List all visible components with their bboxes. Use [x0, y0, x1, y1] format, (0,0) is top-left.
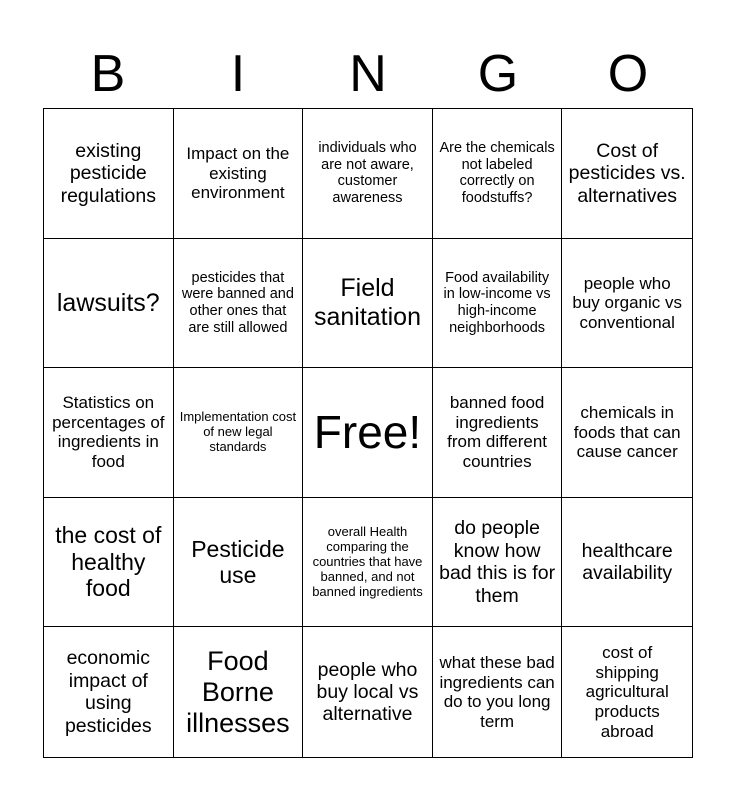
free-cell[interactable] [303, 368, 433, 498]
cell-text: Statistics on percentages of ingredients in food [52, 393, 165, 472]
free-cell-text: Free! [313, 406, 422, 459]
cell-text: Field sanitation [313, 274, 421, 331]
bingo-cell[interactable] [44, 627, 174, 757]
header-letter-n: N [349, 45, 387, 103]
bingo-cell[interactable] [303, 239, 433, 369]
bingo-cell[interactable] [44, 368, 174, 498]
bingo-cell[interactable] [433, 239, 563, 369]
cell-text: lawsuits? [56, 288, 160, 317]
cell-text: Food availability in low-income vs high-income neighborhoods [443, 269, 551, 336]
bingo-cell[interactable] [174, 627, 304, 757]
cell-text: Implementation cost of new legal standards [179, 409, 297, 454]
bingo-cell[interactable] [44, 498, 174, 628]
cell-text: Cost of pesticides vs. alternatives [568, 139, 686, 207]
bingo-cell[interactable] [303, 498, 433, 628]
bingo-cell[interactable] [174, 239, 304, 369]
cell-text: Food Borne illnesses [186, 645, 290, 738]
cell-text: economic impact of using pesticides [64, 647, 152, 737]
bingo-cell[interactable] [562, 368, 692, 498]
header-letter-b: B [90, 45, 126, 103]
bingo-cell[interactable] [433, 498, 563, 628]
cell-text: banned food ingredients from different countries [447, 393, 548, 472]
cell-text: chemicals in foods that can cause cancer [573, 403, 681, 462]
header-letter-i: I [230, 45, 246, 103]
bingo-cell[interactable] [433, 109, 563, 239]
cell-text: cost of shipping agricultural products abroad [585, 643, 669, 741]
bingo-header [43, 40, 693, 108]
cell-text: Impact on the existing environment [186, 143, 290, 203]
bingo-board [43, 108, 693, 758]
bingo-cell[interactable] [44, 109, 174, 239]
cell-text: individuals who are not aware, customer awareness [318, 139, 417, 206]
cell-text: overall Health comparing the countries that have banned, and not banned ingredients [312, 523, 423, 599]
cell-text: what these bad ingredients can do to you long term [439, 653, 555, 731]
bingo-cell[interactable] [303, 109, 433, 239]
bingo-cell[interactable] [174, 368, 304, 498]
bingo-cell[interactable] [562, 239, 692, 369]
bingo-cell[interactable] [174, 498, 304, 628]
cell-text: healthcare availability [581, 539, 673, 585]
cell-text: people who buy local vs alternative [316, 658, 419, 726]
header-letter-o: O [607, 45, 649, 103]
bingo-cell[interactable] [433, 627, 563, 757]
cell-text: do people know how bad this is for them [439, 517, 556, 607]
bingo-cell[interactable] [303, 627, 433, 757]
cell-text: Are the chemicals not labeled correctly on foodstuffs? [439, 139, 555, 206]
bingo-cell[interactable] [433, 368, 563, 498]
header-letter-g: G [477, 45, 519, 103]
bingo-cell[interactable] [562, 627, 692, 757]
bingo-cell[interactable] [174, 109, 304, 239]
cell-text: Pesticide use [191, 535, 285, 589]
bingo-cell[interactable] [562, 498, 692, 628]
cell-text: existing pesticide regulations [60, 139, 156, 207]
cell-text: the cost of healthy food [55, 522, 162, 602]
bingo-cell[interactable] [562, 109, 692, 239]
bingo-cell[interactable] [44, 239, 174, 369]
cell-text: pesticides that were banned and other ones that are still allowed [181, 269, 294, 336]
cell-text: people who buy organic vs conventional [572, 273, 682, 332]
